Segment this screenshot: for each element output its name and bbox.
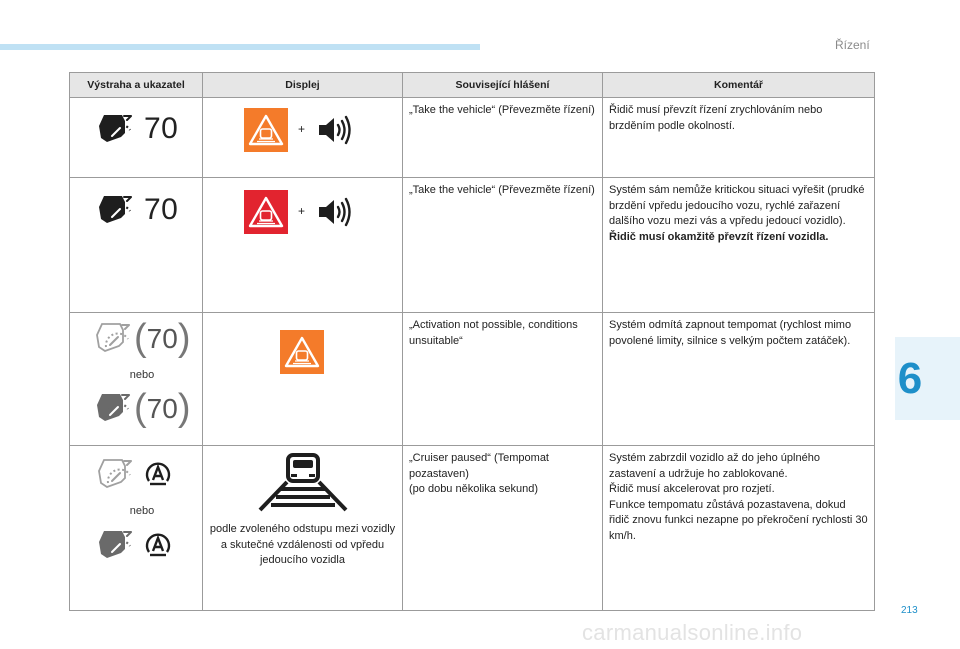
- audible-alert-icon: [317, 115, 351, 145]
- distance-warning-icon: [280, 330, 324, 374]
- cruise-gauge-icon: [98, 457, 134, 491]
- comment-cell: [603, 313, 875, 446]
- message-cell: „Activation not possible, conditions unsuitable“: [403, 313, 603, 446]
- comment-warning-bold: Řidič musí okamžitě převzít řízení vozidla.: [609, 230, 829, 243]
- or-label: nebo: [129, 505, 155, 517]
- watermark: carmanualsonline.info: [582, 620, 803, 645]
- audible-alert-icon: [317, 197, 351, 227]
- comment-text: Systém sám nemůže kritickou situaci vyřešit (prudké brzdění vpředu jedoucího vozu, rychlé zařazení dalšího vozu mezi vás a vpředu jedoucí vozidlo).: [609, 184, 865, 227]
- indicator-cell: [70, 313, 203, 446]
- plus-sign: +: [298, 204, 306, 219]
- speed-value-inactive: (70): [134, 387, 191, 430]
- comment-cell: [603, 178, 875, 313]
- warnings-table: [69, 72, 875, 611]
- comment-text: Řidič musí akcelerovat pro rozjetí.: [609, 483, 775, 495]
- comment-cell: [603, 98, 875, 178]
- table-header-row: [70, 73, 875, 98]
- cruise-gauge-icon: [98, 112, 134, 146]
- column-header-indicator: Výstraha a ukazatel: [70, 73, 203, 98]
- chapter-tab: [895, 337, 960, 420]
- section-title: Řízení: [835, 38, 870, 52]
- table-row: [70, 313, 875, 446]
- message-cell: „Take the vehicle“ (Převezměte řízení): [403, 178, 603, 313]
- cruise-gauge-icon: [98, 193, 134, 227]
- page-number: 213: [901, 605, 918, 616]
- display-cell: [203, 446, 403, 611]
- display-cell: [203, 98, 403, 178]
- comment-text: Systém odmítá zapnout tempomat (rychlost mimo povolené limity, silnice s velkým počtem zatáček).: [609, 319, 852, 347]
- cruise-gauge-icon: [98, 528, 134, 562]
- plus-sign: +: [298, 122, 306, 137]
- adaptive-cruise-a-icon: [144, 460, 172, 488]
- column-header-comment: Komentář: [603, 73, 875, 98]
- speed-value: 70: [144, 112, 179, 146]
- chapter-number: 6: [897, 354, 923, 403]
- display-cell: [203, 313, 403, 446]
- column-header-message: Související hlášení: [403, 73, 603, 98]
- table-row: [70, 178, 875, 313]
- display-cell: [203, 178, 403, 313]
- table-row: [70, 98, 875, 178]
- message-cell: [403, 446, 603, 611]
- message-note: (po dobu několika sekund): [409, 483, 539, 495]
- indicator-cell: [70, 178, 203, 313]
- comment-text: Řidič musí převzít řízení zrychlováním nebo brzděním podle okolností.: [609, 104, 823, 132]
- or-label: nebo: [129, 369, 155, 381]
- comment-text: Systém zabrzdil vozidlo až do jeho úplného zastavení a udržuje ho zablokované.: [609, 452, 820, 480]
- indicator-cell: [70, 446, 203, 611]
- cruise-gauge-icon: [96, 321, 132, 355]
- adaptive-cruise-a-icon: [144, 531, 172, 559]
- header-accent-bar: [0, 44, 480, 50]
- comment-text: Funkce tempomatu zůstává pozastavena, dokud řidič znovu funkci nezapne po překročení rychlosti 30 km/h.: [609, 498, 868, 542]
- message-text: „Cruiser paused“ (Tempomat pozastaven): [409, 452, 549, 480]
- distance-warning-icon: [244, 190, 288, 234]
- display-caption: podle zvoleného odstupu mezi vozidly a skutečné vzdálenosti od vpředu jedoucího vozidla: [209, 523, 396, 566]
- table-row: [70, 446, 875, 611]
- message-cell: „Take the vehicle“ (Převezměte řízení): [403, 98, 603, 178]
- column-header-display: Displej: [203, 73, 403, 98]
- comment-cell: [603, 446, 875, 611]
- indicator-cell: [70, 98, 203, 178]
- speed-value-inactive: (70): [134, 317, 191, 360]
- distance-warning-icon: [244, 108, 288, 152]
- speed-value: 70: [144, 193, 179, 227]
- following-distance-road-icon: [257, 452, 349, 514]
- cruise-gauge-icon: [96, 391, 132, 425]
